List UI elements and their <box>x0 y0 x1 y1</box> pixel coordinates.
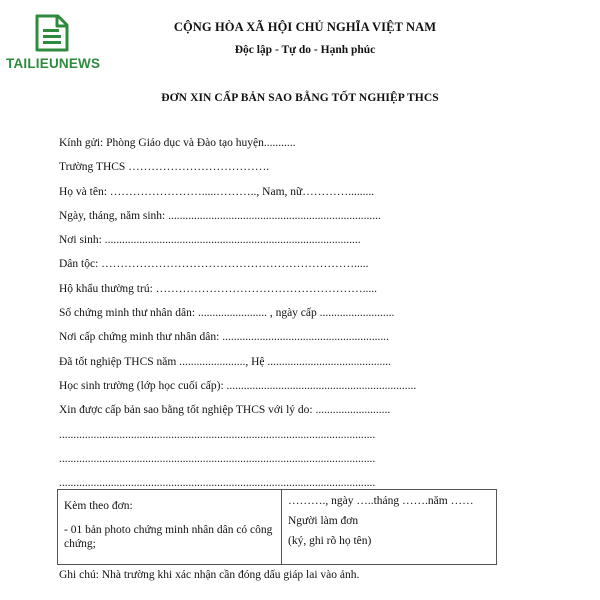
signer-label: Người làm đơn <box>288 515 359 527</box>
reason-continuation-line: .............................................................................................................. <box>59 477 376 490</box>
logo <box>6 14 101 72</box>
ethnicity-line: Dân tộc: …………………………………………………………..... <box>59 258 369 271</box>
reason-continuation-line: .............................................................................................................. <box>59 428 376 441</box>
signature-cell <box>282 490 496 564</box>
id-issue-place-line: Nơi cấp chứng minh thư nhân dân: .......................................................... <box>59 331 389 344</box>
form-fields <box>59 135 499 499</box>
residence-line: Hộ khẩu thường trú: ………………………………………………..... <box>59 282 378 295</box>
birth-date-line: Ngày, tháng, năm sinh: .......................................................................... <box>59 209 381 222</box>
signature-instruction: (ký, ghi rõ họ tên) <box>288 535 372 547</box>
attachment-cell <box>58 490 282 564</box>
last-school-line: Học sinh trường (lớp học cuối cấp): .................................................................. <box>59 379 417 392</box>
school-line: Trường THCS ………………………………. <box>59 161 270 174</box>
graduation-line: Đã tốt nghiệp THCS năm ......................., Hệ ........................................... <box>59 355 391 368</box>
attachment-item: - 01 bản photo chứng minh nhân dân có công chứng; <box>64 524 273 550</box>
document-icon <box>34 14 70 52</box>
attachment-signature-table <box>57 489 497 565</box>
document-header <box>150 20 460 56</box>
country-name: CỘNG HÒA XÃ HỘI CHỦ NGHĨA VIỆT NAM <box>173 20 437 34</box>
logo-text: TAILIEUNEWS <box>6 55 101 72</box>
motto: Độc lập - Tự do - Hạnh phúc <box>234 44 376 56</box>
reason-line: Xin được cấp bản sao bằng tốt nghiệp THCS với lý do: .......................... <box>59 404 391 417</box>
id-number-line: Số chứng minh thư nhân dân: ........................ , ngày cấp .......................... <box>59 307 395 320</box>
footnote: Ghi chú: Nhà trường khi xác nhận cần đóng dấu giáp lai vào ảnh. <box>59 569 360 581</box>
full-name-line: Họ và tên: …………………….....……….., Nam, nữ…………......... <box>59 185 375 198</box>
recipient-line: Kính gửi: Phòng Giáo dục và Đào tạo huyện........... <box>59 137 296 149</box>
reason-continuation-line: .............................................................................................................. <box>59 452 376 465</box>
birth-place-line: Nơi sinh: ......................................................................................... <box>59 234 361 247</box>
signature-date: ………., ngày …..tháng …….năm …… <box>288 495 474 507</box>
document-title: ĐƠN XIN CẤP BẢN SAO BẰNG TỐT NGHIỆP THCS <box>161 92 439 104</box>
attachment-heading: Kèm theo đơn: <box>64 500 133 512</box>
